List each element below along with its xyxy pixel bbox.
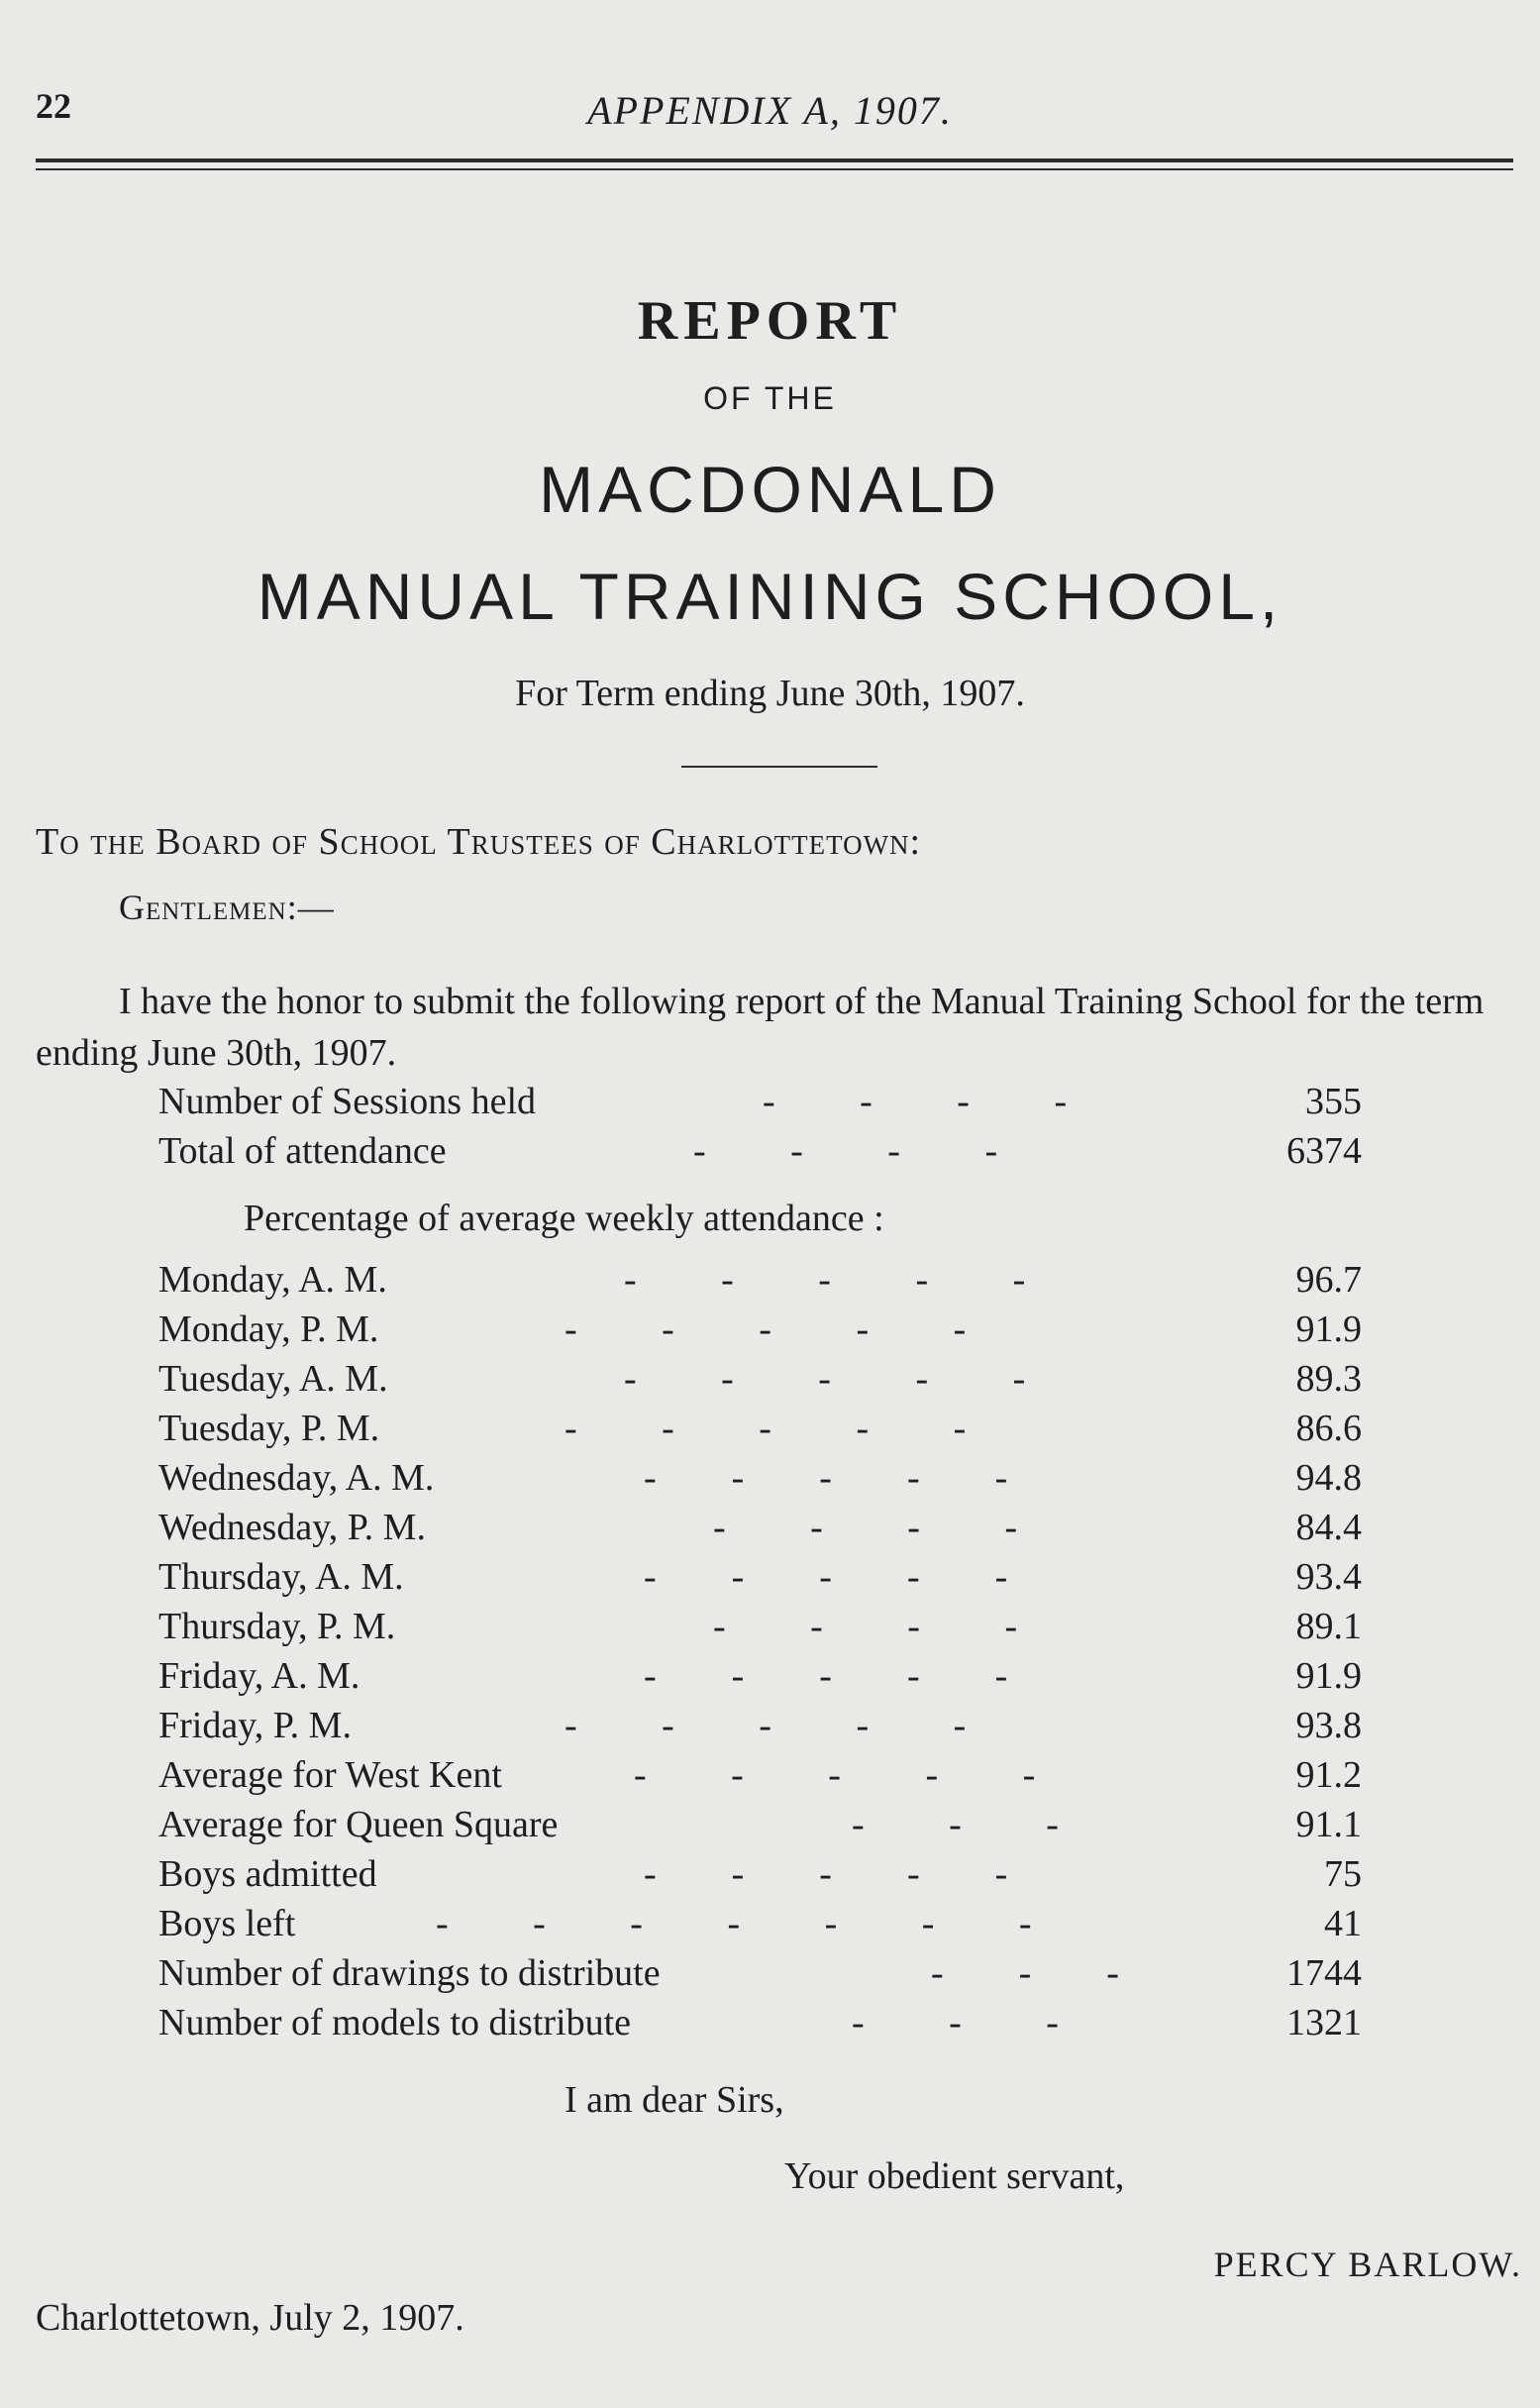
stat-row (158, 1902, 1362, 1951)
stat-row (158, 1407, 1362, 1456)
stat-row (158, 1456, 1362, 1506)
stat-label: Monday, A. M. (158, 1259, 387, 1301)
stat-row (158, 1852, 1362, 1902)
stat-value: 91.9 (1295, 1655, 1362, 1697)
stat-label: Thursday, P. M. (158, 1606, 396, 1647)
report-title: REPORT (637, 290, 903, 352)
leader-dashes: - - - - - (644, 1853, 1008, 1895)
stat-value: 96.7 (1295, 1259, 1362, 1301)
running-title: APPENDIX A, 1907. (587, 88, 953, 133)
leader-dashes: - - - - (763, 1081, 1068, 1122)
stat-row (158, 1506, 1362, 1555)
stat-label: Number of drawings to distribute (158, 1952, 661, 1994)
leader-dashes: - - - - (713, 1507, 1018, 1548)
leader-dashes: - - - (931, 1952, 1119, 1994)
stat-label: Average for West Kent (158, 1754, 502, 1796)
stat-label: Tuesday, P. M. (158, 1408, 380, 1449)
stat-value: 1744 (1286, 1952, 1362, 1994)
leader-dashes: - - - (852, 2002, 1059, 2043)
leader-dashes: - - - (852, 1804, 1059, 1845)
stat-row (158, 1258, 1362, 1308)
stat-label: Boys admitted (158, 1853, 377, 1895)
stat-value: 93.4 (1295, 1556, 1362, 1598)
leader-dashes: - - - - - (644, 1457, 1008, 1499)
leader-dashes: - - - - - (565, 1309, 967, 1350)
stat-row (158, 1308, 1362, 1357)
stat-row (158, 1654, 1362, 1704)
page-number: 22 (36, 86, 71, 126)
percentage-heading: Percentage of average weekly attendance : (244, 1198, 884, 1239)
body-paragraph: I have the honor to submit the following report of the Manual Training School for the term ending June 30th, 1907. (36, 981, 1485, 1074)
stat-label: Tuesday, A. M. (158, 1358, 388, 1400)
stat-label: Boys left (158, 1903, 296, 1944)
report-title-of-the: OF THE (703, 380, 837, 416)
title-divider (681, 766, 877, 768)
school-name-line2: MANUAL TRAINING SCHOOL, (257, 560, 1283, 633)
stat-row (158, 1357, 1362, 1407)
stat-label: Total of attendance (158, 1130, 447, 1172)
salutation-greeting: Gentlemen:— (119, 888, 335, 927)
header-rule-thick (36, 158, 1513, 162)
stat-value: 94.8 (1295, 1457, 1362, 1499)
leader-dashes: - - - - - (644, 1556, 1008, 1598)
stat-value: 84.4 (1295, 1507, 1362, 1548)
stat-value: 75 (1324, 1853, 1362, 1895)
stat-value: 1321 (1286, 2002, 1362, 2043)
stat-row (158, 1555, 1362, 1605)
school-name-line1: MACDONALD (539, 453, 1001, 526)
closing-valediction: Your obedient servant, (784, 2155, 1125, 2197)
leader-dashes: - - - - (713, 1606, 1018, 1647)
leader-dashes: - - - - - - - (436, 1903, 1032, 1944)
stat-value: 91.2 (1295, 1754, 1362, 1796)
header-rule-thin (36, 168, 1513, 170)
leader-dashes: - - - - - (644, 1655, 1008, 1697)
signature-name: PERCY BARLOW. (1213, 2245, 1522, 2284)
stat-label: Wednesday, P. M. (158, 1507, 426, 1548)
stat-row-attendance (158, 1129, 1362, 1179)
stat-value: 41 (1324, 1903, 1362, 1944)
stat-label: Number of Sessions held (158, 1081, 537, 1122)
term-subtitle: For Term ending June 30th, 1907. (515, 673, 1025, 714)
stat-row (158, 1605, 1362, 1654)
stat-value: 355 (1305, 1081, 1362, 1122)
stat-value: 93.8 (1295, 1705, 1362, 1746)
stat-row (158, 1753, 1362, 1803)
leader-dashes: - - - - - (565, 1408, 967, 1449)
stat-value: 86.6 (1295, 1408, 1362, 1449)
salutation-address: To the Board of School Trustees of Charlottetown: (36, 821, 922, 863)
stat-label: Wednesday, A. M. (158, 1457, 435, 1499)
stat-row-sessions (158, 1080, 1362, 1129)
stat-label: Friday, A. M. (158, 1655, 360, 1697)
leader-dashes: - - - - - (634, 1754, 1036, 1796)
stat-value: 89.1 (1295, 1606, 1362, 1647)
leader-dashes: - - - - (693, 1130, 998, 1172)
stat-value: 89.3 (1295, 1358, 1362, 1400)
leader-dashes: - - - - - (565, 1705, 967, 1746)
stat-row (158, 2001, 1362, 2050)
stat-value: 6374 (1286, 1130, 1362, 1172)
leader-dashes: - - - - - (624, 1259, 1026, 1301)
stat-label: Monday, P. M. (158, 1309, 379, 1350)
stat-label: Friday, P. M. (158, 1705, 352, 1746)
stat-label: Number of models to distribute (158, 2002, 632, 2043)
closing-line: I am dear Sirs, (565, 2079, 784, 2121)
stat-label: Thursday, A. M. (158, 1556, 404, 1598)
stat-row (158, 1704, 1362, 1753)
leader-dashes: - - - - - (624, 1358, 1026, 1400)
stat-row (158, 1951, 1362, 2001)
stat-value: 91.9 (1295, 1309, 1362, 1350)
stat-value: 91.1 (1295, 1804, 1362, 1845)
stat-row (158, 1803, 1362, 1852)
stat-label: Average for Queen Square (158, 1804, 559, 1845)
place-and-date: Charlottetown, July 2, 1907. (36, 2297, 464, 2339)
